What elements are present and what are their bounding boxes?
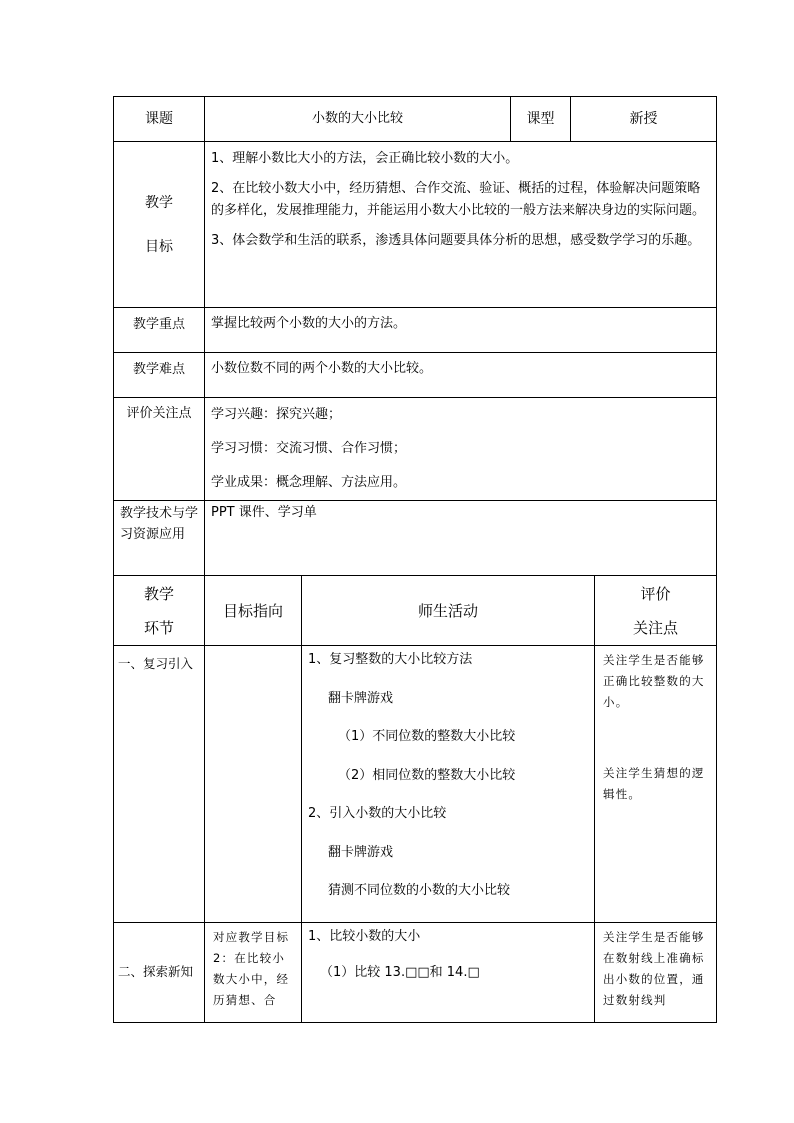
objective-item: 2、在比较小数大小中，经历猜想、合作交流、验证、概括的过程，体验解决问题策略的多样化，发展推理能力，并能运用小数大小比较的一般方法来解决身边的实际问题。 bbox=[211, 181, 706, 218]
activity-item: 猜测不同位数的小数的大小比较 bbox=[328, 883, 511, 898]
evaluation-note: 关注学生是否能够正确比较整数的大小。 bbox=[603, 653, 705, 709]
activity-header: 师生活动 bbox=[302, 576, 595, 646]
evaluation-item: 学习兴趣：探究兴趣； bbox=[211, 407, 342, 422]
activity-item: （1）不同位数的整数大小比较 bbox=[338, 729, 516, 744]
stage-row bbox=[114, 646, 717, 923]
lesson-info-table bbox=[113, 96, 717, 576]
evaluation-content bbox=[205, 398, 717, 501]
resources-text: PPT 课件、学习单 bbox=[205, 501, 717, 576]
topic-label: 课题 bbox=[114, 97, 205, 142]
evaluation-item: 学业成果：概念理解、方法应用。 bbox=[211, 475, 407, 490]
teaching-process-table bbox=[113, 575, 717, 1023]
type-value: 新授 bbox=[571, 97, 717, 142]
stage-name: 一、复习引入 bbox=[114, 646, 205, 923]
evaluation-row bbox=[114, 398, 717, 501]
objectives-content bbox=[205, 142, 717, 308]
stage-target: 对应教学目标2：在比较小数大小中，经历猜想、合 bbox=[205, 922, 302, 1022]
stage-name: 二、探索新知 bbox=[114, 922, 205, 1022]
stage-target bbox=[205, 646, 302, 923]
stage-evaluation bbox=[595, 922, 717, 1022]
target-header: 目标指向 bbox=[205, 576, 302, 646]
activity-item: 2、引入小数的大小比较 bbox=[308, 806, 447, 821]
objective-item: 3、体会数学和生活的联系，渗透具体问题要具体分析的思想，感受数学学习的乐趣。 bbox=[211, 233, 701, 248]
difficulty-row bbox=[114, 353, 717, 398]
resources-row bbox=[114, 501, 717, 576]
activity-item: 1、比较小数的大小 bbox=[308, 928, 421, 944]
activity-item: 1、复习整数的大小比较方法 bbox=[308, 652, 473, 667]
activity-item: （1）比较 13.□□和 14.□ bbox=[320, 964, 480, 980]
key-point-label: 教学重点 bbox=[114, 308, 205, 353]
key-point-text: 掌握比较两个小数的大小的方法。 bbox=[205, 308, 717, 353]
difficulty-label: 教学难点 bbox=[114, 353, 205, 398]
eval-header: 评价 关注点 bbox=[595, 576, 717, 646]
stage-activities bbox=[302, 922, 595, 1022]
activity-item: （2）相同位数的整数大小比较 bbox=[338, 767, 516, 783]
objectives-row bbox=[114, 142, 717, 308]
objectives-label: 教学 目标 bbox=[114, 142, 205, 308]
evaluation-note: 关注学生是否能够在数射线上准确标出小数的位置，通过数射线判 bbox=[603, 929, 705, 1007]
objective-item: 1、理解小数比大小的方法，会正确比较小数的大小。 bbox=[211, 151, 519, 166]
stage-evaluation bbox=[595, 646, 717, 923]
stage-header: 教学 环节 bbox=[114, 576, 205, 646]
evaluation-note: 关注学生猜想的逻辑性。 bbox=[603, 766, 705, 801]
activity-item: 翻卡牌游戏 bbox=[328, 690, 394, 706]
evaluation-label: 评价关注点 bbox=[114, 398, 205, 501]
difficulty-text: 小数位数不同的两个小数的大小比较。 bbox=[205, 353, 717, 398]
process-header-row bbox=[114, 576, 717, 646]
resources-label: 教学技术与学习资源应用 bbox=[114, 501, 205, 576]
topic-row bbox=[114, 97, 717, 142]
key-point-row bbox=[114, 308, 717, 353]
activity-item: 翻卡牌游戏 bbox=[328, 844, 394, 860]
type-label: 课型 bbox=[511, 97, 571, 142]
stage-row bbox=[114, 922, 717, 1022]
topic-value: 小数的大小比较 bbox=[205, 97, 511, 142]
evaluation-item: 学习习惯：交流习惯、合作习惯； bbox=[211, 441, 407, 456]
stage-activities bbox=[302, 646, 595, 923]
